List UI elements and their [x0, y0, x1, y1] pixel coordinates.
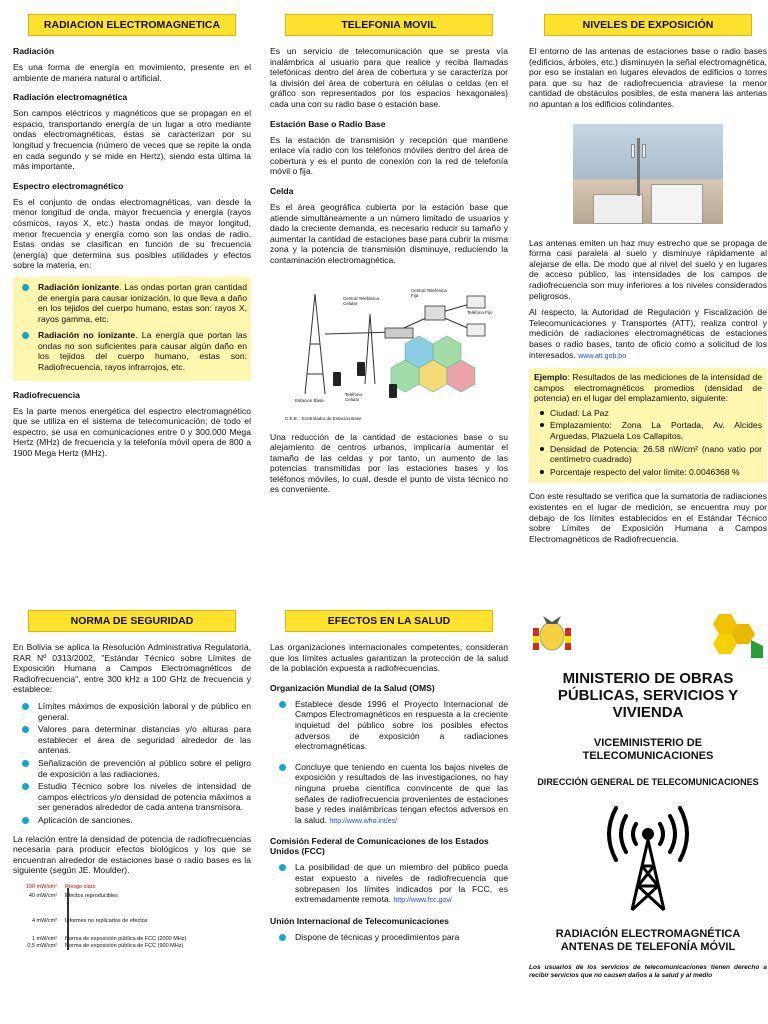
diagram-label: Central Telefónica Celular: [343, 295, 379, 306]
paragraph: Las antenas emiten un haz muy estrecho que se propaga de forma casi paralela al suelo y disminuye rápidamente al alejarse de ella. De modo que al nivel del suelo y en lugares de acceso público, las intensidades de los campos de radiofrecuencia son muy inferiores a los niveles considerados peligrosos.: [529, 237, 767, 301]
diagram-caption: C.E.B. : Controlador de Estación Base: [285, 415, 362, 421]
highlight-box: [13, 277, 251, 381]
paragraph: Es un servicio de telecomunicación que se presta vía inalámbrica al usuario para que realice y reciba llamadas telefónicas dentro del área de cobertura y se caracteriza por la división del área de cobertura en células o celdas (en el gráfico son representados por los espacios hexagonales) cada una con su radio base o estación base.: [270, 46, 508, 109]
list-item: Aplicación de sanciones.: [13, 815, 251, 826]
footer-note: Los usuarios de los servicios de telecomunicaciones tienen derecho a recibir servicios que no causen daños a la salud y al medio: [529, 964, 767, 979]
paragraph: En Bolivia se aplica la Resolución Administrativa Regulatoria, RAR Nº 0313/2002, "Estándar Técnico sobre Límites de Exposición Humana a Campos Electromagnéticos de Radiofrecuencia", entre 300 kHz a 100 GHz de frecuencia y establece:: [13, 642, 251, 695]
scale-row: 100 mW/cm² Riesgo claro: [25, 883, 96, 890]
list-item: Emplazamiento: Zona La Portada, Av. Alcides Arguedas, Plazuela Los Callapitos.: [534, 420, 762, 441]
subtitle: Organización Mundial de la Salud (OMS): [270, 682, 435, 693]
scale-row: 40 mW/cm² Efectos reproducibles: [28, 892, 118, 899]
list-item: Radiación ionizante. Las ondas portan gran cantidad de energía para causar ionización, lo que lleva a daño en los tejidos del cuerpo humano, estas son: rayos X, rayos gamma, etc.: [13, 282, 247, 324]
subtitle: Radiación: [13, 46, 55, 56]
list-item: Estudio Técnico sobre los niveles de intensidad de campos eléctricos y/o densidad de potencia máximos a ser generados alrededor de cada antena transmisora.: [13, 781, 251, 813]
scale-row: 4 mW/cm² Informes no replicados de efectos: [31, 917, 148, 924]
diagram-label: Estación Base: [295, 397, 324, 403]
column-norma: [13, 610, 251, 954]
section-header: EFECTOS EN LA SALUD: [285, 610, 493, 632]
antenna-photo: [573, 124, 723, 224]
diagram-label: Central Telefónica Fija: [411, 287, 447, 298]
list-item: Establece desde 1996 el Proyecto Internacional de Campos Electromagnéticos en respuesta a la creciente inquietud del público sobre los posibles efectos adversos de exposición a radiaciones electromagnéticas.: [270, 699, 508, 752]
subtitle: Unión Internacional de Telecomunicaciones: [270, 915, 449, 926]
paragraph: Es una forma de energía en movimiento, presente en el ambiente de manera natural o artificial.: [13, 62, 251, 83]
cellular-network-diagram: [285, 274, 493, 424]
brochure-title: RADIACIÓN ELECTROMAGNÉTICA ANTENAS DE TELEFONÍA MÓVIL: [555, 928, 741, 953]
att-link[interactable]: www.att.gob.bo: [578, 352, 627, 360]
paragraph: Es la parte menos energética del espectro electromagnético que se utiliza en el sistema de telecomunicación; de todo el espectro, se usa en comunicaciones entre 0 y 300.000 Mega Hertz (MHz) de frecuencia y la telefonía móvil opera de 800 a 1900 Mega Hertz (MHz).: [13, 405, 251, 459]
paragraph: Es el área geográfica cubierta por la estación base que atiende simultáneamente a un número limitado de usuarios y dado la creciente demanda, es necesario reducir su tamaño y aumentar la cantidad de estaciones base para cubrir la misma zona y la potencia de transmisión disminuye, reduciendo la contaminación electromagnética.: [270, 201, 508, 265]
subtitle: Radiación electromagnética: [13, 92, 128, 103]
paragraph: Es el conjunto de ondas electromagnéticas, van desde la menor longitud de onda, mayor frecuencia y energía (rayos cósmicos, rayos X, etc.) hasta ondas de mayor longitud, menor frecuencia y energía como son las ondas de radio. Estas ondas se clasifican en función de su frecuencia (energía) que determina sus posibles utilidades y efectos sobre la materia, en:: [13, 196, 251, 271]
list-item: Ciudad: La Paz: [534, 408, 762, 419]
list-item: Señalización de prevención al público sobre el peligro de exposición a las radiaciones.: [13, 758, 251, 779]
list-item: Porcentaje respecto del valor límite: 0.0046368 %: [534, 467, 762, 478]
list-item: Valores para determinar distancias y/o alturas para establecer el área de seguridad alrededor de las antenas.: [13, 724, 251, 756]
scale-row: 0,5 mW/cm² Norma de exposición pública de FCC (900 MHz): [27, 942, 184, 949]
subtitle: Radiofrecuencia: [13, 389, 80, 400]
section-header: NORMA DE SEGURIDAD: [28, 610, 236, 632]
paragraph: Es la estación de transmisión y recepción que mantiene enlace vía radio con los teléfonos móviles dentro del área de cobertura y es el punto de conexión con la red de telefonía móvil o fija.: [270, 134, 508, 177]
direction-name: DIRECCIÓN GENERAL DE TELECOMUNICACIONES: [537, 777, 759, 787]
subtitle: Espectro electromagnético: [13, 180, 124, 191]
scale-row: 1 mW/cm² Norma de exposición pública de FCC (2000 MHz): [31, 935, 187, 942]
antenna-tower-icon: [598, 802, 698, 912]
logos-row: [529, 610, 767, 660]
list-item: La posibilidad de que un miembro del público pueda estar expuesto a niveles de radiofrecuencia que sobrepasen los límites indicados por la FCC, es extremadamente remota. http://www.fcc.gov/: [270, 862, 508, 906]
diagram-label: Teléfono Celular: [345, 391, 363, 402]
paragraph: El entorno de las antenas de estaciones base o radio bases (edificios, árboles, etc.) disminuyen la señal electromagnética, por eso se instalan en lugares elevados de edificios o torres para que su haz de radiofrecuencia atraviese la menor cantidad de obstáculos posibles, de esta manera las antenas no apuntan a los edificios colindantes.: [529, 46, 767, 109]
list-item: Dispone de técnicas y procedimientos para: [270, 932, 508, 943]
subtitle: Comisión Federal de Comunicaciones de los Estados Unidos (FCC): [270, 836, 489, 857]
column-radiacion: [13, 14, 251, 465]
paragraph: Al respecto, la Autoridad de Regulación y Fiscalización de Telecomunicaciones y Transportes (ATT), realiza control y medición de radiaciones electromagnéticas de estaciones bases o radio bases, tanto de oficio como a solicitud de los interesados. www.att.gob.bo: [529, 307, 767, 360]
subtitle: Estación Base o Radio Base: [270, 118, 386, 129]
section-header: RADIACION ELECTROMAGNETICA: [28, 14, 236, 36]
subtitle: Celda: [270, 185, 294, 196]
cover-panel: [529, 610, 767, 980]
section-header: TELEFONIA MOVIL: [285, 14, 493, 36]
bolivia-coat-of-arms-icon: [529, 610, 575, 658]
list-item: Concluye que teniendo en cuenta los bajos niveles de exposición y resultados de las investigaciones, no hay ninguna prueba científica convincente de que las señales de radiofrecuencia provenientes de estaciones base y redes inalámbricas tengan efectos adversos en la salud. http://www.who.int/es/: [270, 762, 508, 828]
who-link[interactable]: http://www.who.int/es/: [329, 817, 398, 825]
paragraph: Con este resultado se verifica que la sumatoria de radiaciones existentes en el lugar de medición, se encuentra muy por debajo de los límites establecidos en el Estándar Técnico sobre Límites de Exposición Humana a Campos Electromagnéticos de Radiofrecuencia.: [529, 491, 767, 544]
fcc-link[interactable]: http://www.fcc.gov/: [393, 897, 452, 905]
viceministry-name: VICEMINISTERIO DE TELECOMUNICACIONES: [582, 737, 714, 762]
column-niveles: [529, 14, 767, 550]
column-telefonia: [270, 14, 508, 501]
list-item: Límites máximos de exposición laboral y de público en general.: [13, 701, 251, 722]
list-item: Radiación no ionizante. La energía que portan las ondas no son suficientes para causar algún daño en los tejidos del cuerpo humano, estas son: Radiofrecuencia, rayos infrarrojos, etc.: [13, 330, 247, 372]
column-efectos: [270, 610, 508, 948]
paragraph: Una reducción de la cantidad de estaciones base o su alejamiento de centros urbanos, implicaría aumentar el tamaño de las celdas y por tanto, un aumento de las potencias transmitidas por las estaciones bases y los teléfonos móviles, lo cual, desde el punto de vista técnico no es conveniente.: [270, 431, 508, 495]
ministry-name: MINISTERIO DE OBRAS PÚBLICAS, SERVICIOS Y VIVIENDA: [557, 670, 739, 721]
section-header: NIVELES DE EXPOSICIÓN: [544, 14, 752, 36]
example-box: Ejemplo: Resultados de las mediciones de la intensidad de campos electromagnéticos promedios (densidad de potencia) en el lugar del emplazamiento, siguiente: Ciudad: La Paz Emplazamiento: Zona La Portada, Av. Alcides Arguedas, Plazuela Los Callapitos. Densidad de Potencia: 26.58 nW/cm² (nano vatio por centímetro cuadrado) Porcentaje respecto del valor límite: 0.0046368 %: [529, 368, 767, 483]
ministry-hexagon-logo-icon: [707, 610, 763, 658]
paragraph: Son campos eléctricos y magnéticos que se propagan en el espacio, transportando energía de un lugar a otro mediante ondas electromagnéticas, éstas se caracterizan por su longitud y frecuencia (número de veces que se repite la onda en cada segundo y se mide en Hertz), siendo esta última la más importante.: [13, 108, 251, 172]
paragraph: La relación entre la densidad de potencia de radiofrecuencias necesaria para producir efectos biológicos y los que se encuentran alrededor de estaciones base o radio bases es la siguiente (según JE. Moulder).: [13, 833, 251, 876]
exposure-scale: [13, 884, 251, 954]
list-item: Densidad de Potencia: 26.58 nW/cm² (nano vatio por centímetro cuadrado): [534, 444, 762, 465]
diagram-label: Teléfono Fijo: [467, 309, 493, 315]
paragraph: Las organizaciones internacionales competentes, consideran que los límites actuales garantizan la protección de la salud de la población expuesta a radiofrecuencias.: [270, 642, 508, 674]
